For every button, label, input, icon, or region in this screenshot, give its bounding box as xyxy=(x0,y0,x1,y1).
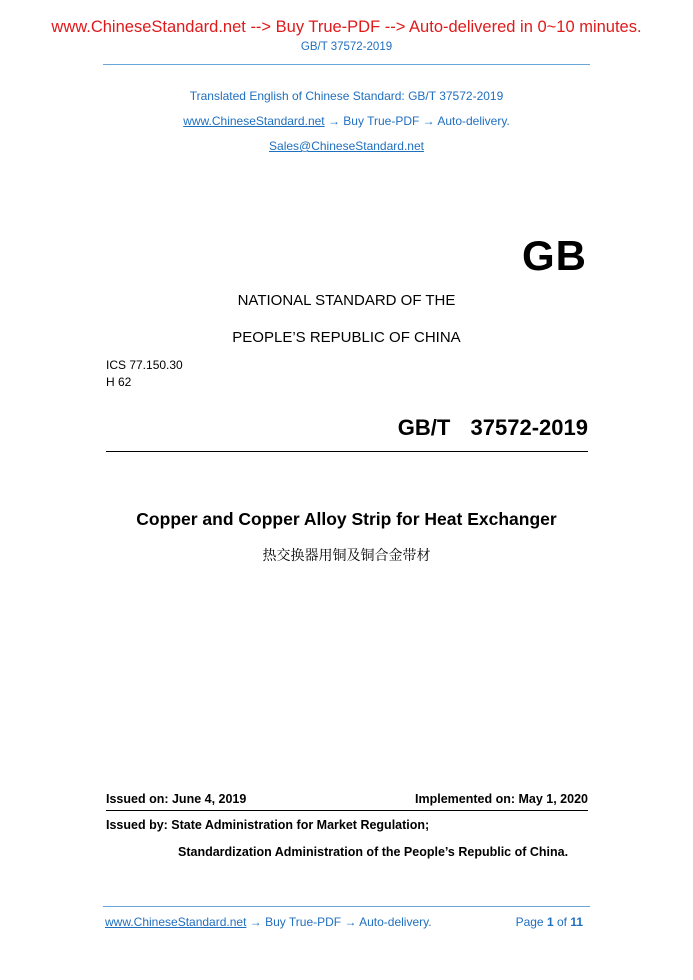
code-divider xyxy=(106,451,588,452)
footer-divider xyxy=(103,906,590,907)
gb-logo: GB xyxy=(522,232,587,279)
header-standard-code: GB/T 37572-2019 xyxy=(300,41,393,53)
document-title-cn: 热交换器用铜及铜合金带材 xyxy=(262,547,431,563)
issued-on: Issued on: June 4, 2019 xyxy=(106,792,247,806)
page-number: 1 xyxy=(546,915,554,929)
sales-line xyxy=(0,139,693,153)
footer-buy-text: → Buy True-PDF → Auto-delivery. xyxy=(246,915,432,929)
standard-code: GB/T 37572-2019 xyxy=(397,415,588,440)
issue-divider xyxy=(106,810,588,811)
footer-buy-line xyxy=(105,915,432,929)
ics-code: ICS 77.150.30 xyxy=(106,358,183,372)
site-link[interactable]: www.ChineseStandard.net xyxy=(183,114,325,128)
page-indicator xyxy=(516,915,583,929)
republic-line: PEOPLE’S REPUBLIC OF CHINA xyxy=(232,329,461,346)
issued-by: Issued by: State Administration for Market Regulation; xyxy=(106,818,430,832)
implemented-on: Implemented on: May 1, 2020 xyxy=(415,792,588,806)
national-standard-line: NATIONAL STANDARD OF THE xyxy=(237,292,456,309)
top-banner: www.ChineseStandard.net --> Buy True-PDF --> Auto-delivered in 0~10 minutes. xyxy=(51,18,642,36)
sales-email-link[interactable]: Sales@ChineseStandard.net xyxy=(269,139,424,153)
classification-codes xyxy=(106,357,183,391)
footer-site-link[interactable]: www.ChineseStandard.net xyxy=(105,915,247,929)
document-title-en: Copper and Copper Alloy Strip for Heat Exchanger xyxy=(136,509,557,529)
buy-line xyxy=(0,114,693,128)
page-total: 11 xyxy=(570,915,583,929)
page-label: Page xyxy=(515,915,547,929)
header-divider xyxy=(103,64,590,65)
of-label: of xyxy=(553,915,571,929)
translated-line: Translated English of Chinese Standard: GB/T 37572-2019 xyxy=(189,89,504,103)
buy-text: → Buy True-PDF → Auto-delivery. xyxy=(324,114,510,128)
issued-by-second: Standardization Administration of the People’s Republic of China. xyxy=(178,845,569,859)
ccs-code: H 62 xyxy=(106,375,132,389)
